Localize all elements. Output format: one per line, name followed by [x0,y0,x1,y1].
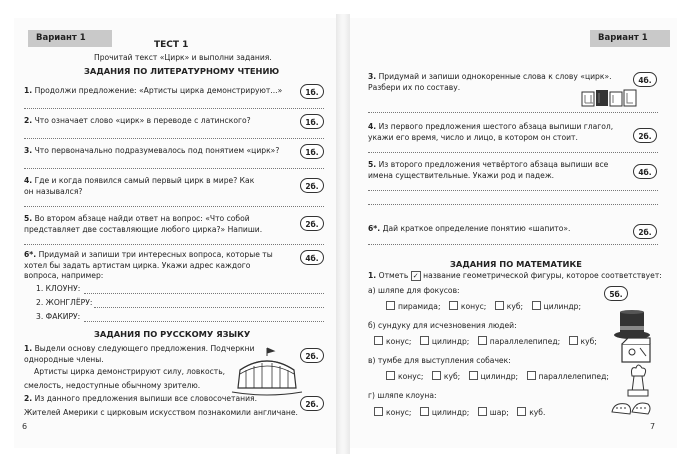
question-number: 5. [368,160,377,169]
variant-label: Вариант 1 [590,30,670,47]
math-question-1 [368,271,668,282]
lit-question-5 [24,214,294,235]
option-label: цилиндр; [543,302,582,311]
option-label: параллелепипед; [489,337,561,346]
answer-line[interactable] [24,244,324,245]
page-number: 7 [650,422,656,431]
options-row-d [368,407,545,419]
rus-question-2 [24,394,294,405]
question-number: 2. [24,394,33,403]
lit-question-4 [24,176,294,197]
addressee-clown: 1. КЛОУНУ: [36,284,81,293]
check-mark-icon: ✓ [411,271,421,281]
question-text-line: Выдели основу следующего предложения. Подчеркни [34,344,255,353]
option-checkbox[interactable] [517,407,526,416]
question-text-line: вопроса, например: [24,271,104,280]
left-page [14,18,336,448]
option-checkbox[interactable] [532,301,541,310]
option-label: куб; [506,302,524,311]
option-label: куб; [580,337,597,346]
question-number: 4. [24,176,33,185]
book-spine [336,14,350,454]
points-badge: 2б. [300,178,324,193]
answer-line[interactable] [368,112,658,113]
option-label: куб. [529,408,546,417]
points-badge: 5б. [604,286,628,301]
answer-line[interactable] [24,168,324,169]
option-label: шар; [489,408,509,417]
question-text-line: укажи его время, число и лицо, в котором он стоит. [368,132,578,142]
section-literature-title: ЗАДАНИЯ ПО ЛИТЕРАТУРНОМУ ЧТЕНИЮ [84,66,280,76]
right-page [350,18,677,448]
option-label: цилиндр; [480,372,519,381]
question-text-line: имена существительные. Укажи род и падеж. [368,170,555,180]
question-number: 3. [368,72,377,81]
option-label: конус; [398,372,424,381]
answer-line[interactable] [84,321,324,322]
points-badge: 2б. [633,224,657,239]
page-number: 6 [22,422,28,431]
sentence-line: смелость, недоступные обычному зрителю. [24,381,201,390]
option-label: параллелепипед; [538,372,609,381]
question-text-line: Из второго предложения четвёртого абзаца выпиши все [378,160,609,169]
option-label: конус; [460,302,487,311]
circus-tent-icon [232,348,302,398]
item-label: г) шляпе клоуна: [368,391,437,400]
options-row-b [368,336,597,348]
section-russian-title: ЗАДАНИЯ ПО РУССКОМУ ЯЗЫКУ [94,329,251,339]
option-checkbox[interactable] [527,371,536,380]
option-checkbox[interactable] [420,336,429,345]
points-badge: 1б. [300,144,324,159]
intro-text: Прочитай текст «Цирк» и выполни задания. [94,53,272,62]
option-checkbox[interactable] [420,407,429,416]
question-text-line: Разбери их по составу. [368,82,461,92]
answer-line[interactable] [24,108,324,109]
addressee-juggler: 2. ЖОНГЛЁРУ: [36,298,93,307]
option-checkbox[interactable] [386,371,395,380]
question-text: Отметь [378,271,409,280]
options-row-c [380,371,609,383]
options-row-a [380,301,581,313]
lit-question-3 [24,146,294,157]
question-text: Что первоначально подразумевалось под понятием «цирк»? [34,146,280,155]
lit-question-6 [24,250,299,282]
option-checkbox[interactable] [386,301,395,310]
question-number: 1. [24,86,33,95]
rus-question-5 [368,160,628,181]
section-math-title: ЗАДАНИЯ ПО МАТЕМАТИКЕ [450,259,582,269]
points-badge: 2б. [300,396,324,411]
lit-question-1 [24,86,294,97]
points-badge: 4б. [633,72,657,87]
sentence-line: Артисты цирка демонстрируют силу, ловкость, [34,367,226,376]
answer-line[interactable] [24,206,324,207]
option-checkbox[interactable] [478,336,487,345]
item-label: а) шляпе для фокусов: [368,286,460,295]
answer-line[interactable] [368,152,658,153]
answer-line[interactable] [368,190,658,191]
question-number: 6*. [24,250,37,259]
points-badge: 2б. [633,128,657,143]
option-checkbox[interactable] [374,407,383,416]
option-label: конус; [386,408,412,417]
question-text: Из данного предложения выпиши все словосочетания. [34,394,257,403]
option-label: конус; [386,337,412,346]
magic-box-icon [620,336,652,364]
points-badge: 2б. [300,348,324,363]
option-label: цилиндр; [431,337,470,346]
question-text-line: он назывался? [24,186,83,196]
question-text-line: хотел бы задать артистам цирка. Укажи адрес каждого [24,260,251,270]
points-badge: 2б. [300,216,324,231]
item-label: б) сундуку для исчезновения людей: [368,321,517,330]
question-text-line: Из первого предложения шестого абзаца выпиши глагол, [378,122,614,131]
question-number: 6*. [368,224,381,233]
rus-question-1 [24,344,264,365]
option-checkbox[interactable] [469,371,478,380]
question-number: 1. [368,271,377,280]
lit-question-2 [24,116,294,127]
option-checkbox[interactable] [478,407,487,416]
variant-label: Вариант 1 [28,30,112,47]
question-text: Что означает слово «цирк» в переводе с латинского? [34,116,251,125]
question-text-line: представляет две составляющие любого цирка?» Напиши. [24,224,263,234]
option-checkbox[interactable] [449,301,458,310]
points-badge: 1б. [300,84,324,99]
question-text-line: однородные члены. [24,354,104,364]
option-label: куб; [443,372,461,381]
item-label: в) тумбе для выступления собачек: [368,356,511,365]
circus-letters-icon [580,88,640,110]
addressee-fakir: 3. ФАКИРУ: [36,312,81,321]
question-number: 4. [368,122,377,131]
points-badge: 4б. [633,164,657,179]
question-number: 3. [24,146,33,155]
answer-line[interactable] [368,204,658,205]
question-number: 2. [24,116,33,125]
option-checkbox[interactable] [374,336,383,345]
answer-line[interactable] [368,244,658,245]
option-checkbox[interactable] [432,371,441,380]
option-label: цилиндр; [431,408,470,417]
question-text-line: Где и когда появился самый первый цирк в мире? Как [34,176,255,185]
circus-dog-icon [624,362,652,398]
points-badge: 4б. [300,250,324,265]
test-title: ТЕСТ 1 [154,40,189,50]
sentence-line: Жителей Америки с цирковым искусством познакомили англичане. [24,408,298,417]
option-checkbox[interactable] [569,336,578,345]
question-number: 5. [24,214,33,223]
question-text-line: Во втором абзаце найди ответ на вопрос: «Что собой [34,214,250,223]
option-label: пирамида; [398,302,441,311]
rus-question-4 [368,122,628,143]
question-number: 1. [24,344,33,353]
clown-shoes-icon [610,394,652,418]
question-text: Продолжи предложение: «Артисты цирка демонстрируют...» [34,86,283,95]
option-checkbox[interactable] [495,301,504,310]
answer-line[interactable] [94,307,324,308]
answer-line[interactable] [84,293,324,294]
points-badge: 1б. [300,114,324,129]
question-text: название геометрической фигуры, которое соответствует: [423,271,662,280]
rus-question-6 [368,224,628,235]
question-text-line: Придумай и запиши три интересных вопроса, которые ты [38,250,273,259]
answer-line[interactable] [24,138,324,139]
question-text-line: Придумай и запиши однокоренные слова к слову «цирк». [378,72,612,81]
question-text: Дай краткое определение понятию «шапито». [382,224,571,233]
